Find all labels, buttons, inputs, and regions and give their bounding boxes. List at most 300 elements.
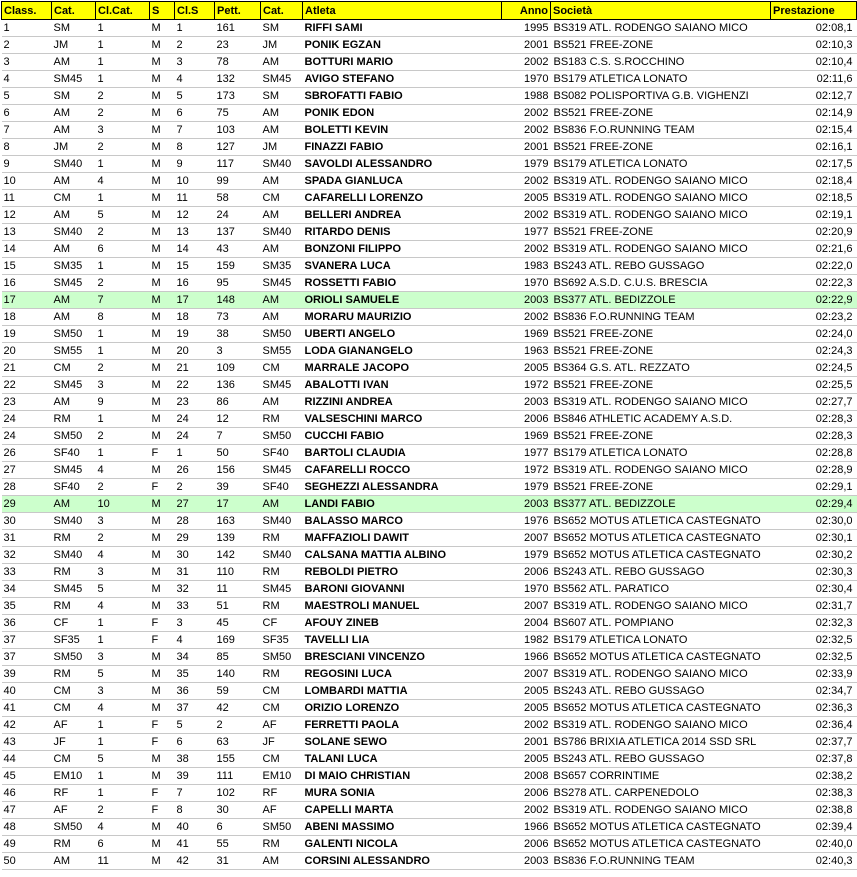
cell-cl-cat: 5 <box>96 207 150 224</box>
cell-pett: 6 <box>215 819 261 836</box>
cell-anno: 1970 <box>502 275 551 292</box>
cell-pett: 24 <box>215 207 261 224</box>
cell-cl-s: 26 <box>175 462 215 479</box>
cell-sex: M <box>150 71 175 88</box>
cell-cat: AM <box>52 394 96 411</box>
cell-anno: 1966 <box>502 649 551 666</box>
cell-cat-2: RF <box>261 785 303 802</box>
cell-atleta: PONIK EDON <box>303 105 502 122</box>
cell-anno: 2007 <box>502 666 551 683</box>
cell-cat: CM <box>52 683 96 700</box>
cell-cat-2: SM <box>261 88 303 105</box>
cell-cl-s: 12 <box>175 207 215 224</box>
table-row <box>2 649 857 666</box>
cell-anno: 2007 <box>502 598 551 615</box>
cell-class: 10 <box>2 173 52 190</box>
cell-cat: SM45 <box>52 581 96 598</box>
cell-societa: BS278 ATL. CARPENEDOLO <box>551 785 771 802</box>
cell-cat-2: SM45 <box>261 377 303 394</box>
cell-cl-cat: 5 <box>96 751 150 768</box>
cell-atleta: ABALOTTI IVAN <box>303 377 502 394</box>
cell-societa: BS521 FREE-ZONE <box>551 326 771 343</box>
cell-cl-s: 33 <box>175 598 215 615</box>
cell-anno: 1979 <box>502 479 551 496</box>
cell-atleta: MARRALE JACOPO <box>303 360 502 377</box>
cell-cat-2: SM50 <box>261 326 303 343</box>
cell-class: 47 <box>2 802 52 819</box>
cell-atleta: BONZONI FILIPPO <box>303 241 502 258</box>
cell-sex: M <box>150 513 175 530</box>
table-row <box>2 632 857 649</box>
cell-cl-s: 32 <box>175 581 215 598</box>
table-header <box>2 2 857 20</box>
cell-societa: BS319 ATL. RODENGO SAIANO MICO <box>551 598 771 615</box>
cell-cat-2: SM50 <box>261 649 303 666</box>
cell-cl-cat: 2 <box>96 224 150 241</box>
cell-sex: M <box>150 309 175 326</box>
cell-anno: 2002 <box>502 207 551 224</box>
cell-class: 41 <box>2 700 52 717</box>
cell-sex: F <box>150 479 175 496</box>
cell-anno: 2002 <box>502 241 551 258</box>
cell-cl-s: 15 <box>175 258 215 275</box>
cell-cat: CF <box>52 615 96 632</box>
cell-cl-s: 7 <box>175 122 215 139</box>
cell-prestazione: 02:14,9 <box>771 105 857 122</box>
cell-pett: 159 <box>215 258 261 275</box>
cell-societa: BS652 MOTUS ATLETICA CASTEGNATO <box>551 513 771 530</box>
cell-cat-2: AM <box>261 54 303 71</box>
cell-class: 33 <box>2 564 52 581</box>
header-class: Class. <box>2 2 52 20</box>
cell-cat: SM40 <box>52 547 96 564</box>
cell-cat-2: SM40 <box>261 224 303 241</box>
cell-cat: SM40 <box>52 156 96 173</box>
table-row <box>2 445 857 462</box>
cell-sex: M <box>150 496 175 513</box>
cell-cat-2: RM <box>261 411 303 428</box>
table-row <box>2 717 857 734</box>
cell-atleta: SOLANE SEWO <box>303 734 502 751</box>
header-cl-s: Cl.S <box>175 2 215 20</box>
cell-anno: 1970 <box>502 71 551 88</box>
header-atleta: Atleta <box>303 2 502 20</box>
cell-societa: BS836 F.O.RUNNING TEAM <box>551 853 771 870</box>
cell-class: 1 <box>2 20 52 37</box>
cell-cl-s: 24 <box>175 411 215 428</box>
cell-cat-2: RM <box>261 564 303 581</box>
cell-societa: BS319 ATL. RODENGO SAIANO MICO <box>551 666 771 683</box>
cell-cat-2: SF40 <box>261 445 303 462</box>
cell-anno: 2001 <box>502 37 551 54</box>
cell-societa: BS692 A.S.D. C.U.S. BRESCIA <box>551 275 771 292</box>
cell-prestazione: 02:30,2 <box>771 547 857 564</box>
cell-pett: 12 <box>215 411 261 428</box>
cell-cl-cat: 1 <box>96 71 150 88</box>
cell-cl-cat: 9 <box>96 394 150 411</box>
cell-prestazione: 02:29,1 <box>771 479 857 496</box>
cell-societa: BS377 ATL. BEDIZZOLE <box>551 292 771 309</box>
cell-cl-s: 24 <box>175 428 215 445</box>
table-row <box>2 54 857 71</box>
cell-sex: M <box>150 122 175 139</box>
table-row <box>2 700 857 717</box>
cell-cl-s: 17 <box>175 292 215 309</box>
cell-cat-2: RM <box>261 530 303 547</box>
cell-cat: SM45 <box>52 462 96 479</box>
cell-anno: 2005 <box>502 751 551 768</box>
table-row <box>2 224 857 241</box>
cell-prestazione: 02:16,1 <box>771 139 857 156</box>
cell-pett: 110 <box>215 564 261 581</box>
cell-societa: BS521 FREE-ZONE <box>551 105 771 122</box>
cell-cat: AM <box>52 54 96 71</box>
cell-class: 28 <box>2 479 52 496</box>
table-row <box>2 615 857 632</box>
cell-cat-2: SM55 <box>261 343 303 360</box>
cell-cl-cat: 2 <box>96 360 150 377</box>
cell-pett: 30 <box>215 802 261 819</box>
cell-prestazione: 02:10,4 <box>771 54 857 71</box>
table-row <box>2 411 857 428</box>
cell-cat: SM35 <box>52 258 96 275</box>
cell-atleta: SBROFATTI FABIO <box>303 88 502 105</box>
table-row <box>2 581 857 598</box>
cell-cl-cat: 8 <box>96 309 150 326</box>
cell-cat: EM10 <box>52 768 96 785</box>
cell-cl-cat: 4 <box>96 819 150 836</box>
cell-atleta: BRESCIANI VINCENZO <box>303 649 502 666</box>
cell-atleta: AFOUY ZINEB <box>303 615 502 632</box>
cell-prestazione: 02:38,3 <box>771 785 857 802</box>
table-row <box>2 683 857 700</box>
cell-prestazione: 02:30,3 <box>771 564 857 581</box>
cell-cl-s: 20 <box>175 343 215 360</box>
cell-atleta: MURA SONIA <box>303 785 502 802</box>
cell-sex: M <box>150 224 175 241</box>
cell-cl-s: 39 <box>175 768 215 785</box>
cell-prestazione: 02:30,1 <box>771 530 857 547</box>
cell-cl-cat: 4 <box>96 462 150 479</box>
cell-class: 46 <box>2 785 52 802</box>
cell-cl-s: 8 <box>175 139 215 156</box>
cell-societa: BS652 MOTUS ATLETICA CASTEGNATO <box>551 649 771 666</box>
table-row <box>2 241 857 258</box>
cell-cat: CM <box>52 190 96 207</box>
cell-cl-cat: 5 <box>96 666 150 683</box>
cell-prestazione: 02:12,7 <box>771 88 857 105</box>
cell-prestazione: 02:32,3 <box>771 615 857 632</box>
cell-class: 37 <box>2 649 52 666</box>
cell-pett: 45 <box>215 615 261 632</box>
cell-sex: M <box>150 598 175 615</box>
cell-cl-cat: 2 <box>96 428 150 445</box>
cell-cat: AF <box>52 717 96 734</box>
cell-cl-s: 14 <box>175 241 215 258</box>
cell-cl-s: 23 <box>175 394 215 411</box>
cell-cat: SM50 <box>52 819 96 836</box>
cell-cl-cat: 1 <box>96 326 150 343</box>
cell-cl-s: 41 <box>175 836 215 853</box>
cell-cl-s: 13 <box>175 224 215 241</box>
cell-pett: 58 <box>215 190 261 207</box>
cell-prestazione: 02:25,5 <box>771 377 857 394</box>
cell-sex: M <box>150 105 175 122</box>
cell-class: 24 <box>2 428 52 445</box>
cell-anno: 2002 <box>502 173 551 190</box>
cell-prestazione: 02:31,7 <box>771 598 857 615</box>
header-prestazione: Prestazione <box>771 2 857 20</box>
cell-atleta: BELLERI ANDREA <box>303 207 502 224</box>
cell-cl-s: 5 <box>175 717 215 734</box>
cell-atleta: TAVELLI LIA <box>303 632 502 649</box>
cell-cat: RM <box>52 564 96 581</box>
cell-anno: 1983 <box>502 258 551 275</box>
cell-cat-2: SM45 <box>261 71 303 88</box>
cell-atleta: LANDI FABIO <box>303 496 502 513</box>
cell-cl-s: 10 <box>175 173 215 190</box>
cell-cat-2: CF <box>261 615 303 632</box>
cell-class: 43 <box>2 734 52 751</box>
cell-cl-cat: 2 <box>96 530 150 547</box>
cell-cat-2: SM40 <box>261 513 303 530</box>
cell-cat-2: AM <box>261 309 303 326</box>
cell-sex: M <box>150 360 175 377</box>
cell-cl-cat: 1 <box>96 156 150 173</box>
cell-cat: CM <box>52 751 96 768</box>
cell-pett: 103 <box>215 122 261 139</box>
cell-cl-s: 22 <box>175 377 215 394</box>
cell-cl-s: 2 <box>175 479 215 496</box>
cell-cat-2: RM <box>261 836 303 853</box>
header-row <box>2 2 857 20</box>
cell-atleta: CAFARELLI LORENZO <box>303 190 502 207</box>
table-body <box>2 20 857 870</box>
cell-cat-2: CM <box>261 751 303 768</box>
cell-pett: 137 <box>215 224 261 241</box>
cell-class: 14 <box>2 241 52 258</box>
table-row <box>2 20 857 37</box>
cell-cat: CM <box>52 700 96 717</box>
cell-atleta: SAVOLDI ALESSANDRO <box>303 156 502 173</box>
cell-class: 29 <box>2 496 52 513</box>
header-cat: Cat. <box>52 2 96 20</box>
cell-prestazione: 02:36,4 <box>771 717 857 734</box>
cell-sex: M <box>150 54 175 71</box>
cell-cat-2: RM <box>261 666 303 683</box>
cell-prestazione: 02:28,3 <box>771 411 857 428</box>
table-row <box>2 428 857 445</box>
cell-cat: AM <box>52 122 96 139</box>
cell-prestazione: 02:21,6 <box>771 241 857 258</box>
cell-anno: 2002 <box>502 717 551 734</box>
cell-pett: 102 <box>215 785 261 802</box>
cell-atleta: SEGHEZZI ALESSANDRA <box>303 479 502 496</box>
cell-cl-s: 27 <box>175 496 215 513</box>
cell-societa: BS652 MOTUS ATLETICA CASTEGNATO <box>551 530 771 547</box>
cell-societa: BS521 FREE-ZONE <box>551 479 771 496</box>
cell-pett: 43 <box>215 241 261 258</box>
cell-sex: F <box>150 717 175 734</box>
cell-class: 17 <box>2 292 52 309</box>
cell-cat-2: AM <box>261 394 303 411</box>
cell-cat: AM <box>52 292 96 309</box>
table-row <box>2 513 857 530</box>
cell-pett: 17 <box>215 496 261 513</box>
cell-sex: M <box>150 241 175 258</box>
cell-prestazione: 02:38,2 <box>771 768 857 785</box>
table-row <box>2 88 857 105</box>
cell-sex: M <box>150 564 175 581</box>
cell-pett: 117 <box>215 156 261 173</box>
cell-class: 31 <box>2 530 52 547</box>
cell-sex: M <box>150 139 175 156</box>
cell-atleta: BARTOLI CLAUDIA <box>303 445 502 462</box>
cell-anno: 1966 <box>502 819 551 836</box>
cell-class: 37 <box>2 632 52 649</box>
cell-pett: 38 <box>215 326 261 343</box>
cell-cl-s: 11 <box>175 190 215 207</box>
cell-societa: BS319 ATL. RODENGO SAIANO MICO <box>551 173 771 190</box>
cell-pett: 73 <box>215 309 261 326</box>
cell-pett: 23 <box>215 37 261 54</box>
cell-anno: 1979 <box>502 156 551 173</box>
cell-prestazione: 02:33,9 <box>771 666 857 683</box>
cell-sex: M <box>150 428 175 445</box>
cell-class: 8 <box>2 139 52 156</box>
table-row <box>2 530 857 547</box>
cell-pett: 2 <box>215 717 261 734</box>
cell-anno: 2001 <box>502 734 551 751</box>
cell-societa: BS319 ATL. RODENGO SAIANO MICO <box>551 462 771 479</box>
cell-class: 32 <box>2 547 52 564</box>
cell-prestazione: 02:15,4 <box>771 122 857 139</box>
cell-prestazione: 02:37,8 <box>771 751 857 768</box>
cell-cl-cat: 4 <box>96 547 150 564</box>
cell-class: 45 <box>2 768 52 785</box>
cell-cl-s: 30 <box>175 547 215 564</box>
cell-cl-s: 1 <box>175 445 215 462</box>
cell-anno: 2005 <box>502 683 551 700</box>
cell-cl-cat: 6 <box>96 836 150 853</box>
table-row <box>2 598 857 615</box>
table-row <box>2 139 857 156</box>
cell-cat: AM <box>52 173 96 190</box>
cell-cl-cat: 3 <box>96 377 150 394</box>
cell-pett: 85 <box>215 649 261 666</box>
cell-atleta: PONIK EGZAN <box>303 37 502 54</box>
cell-cat-2: CM <box>261 700 303 717</box>
cell-atleta: FINAZZI FABIO <box>303 139 502 156</box>
cell-sex: M <box>150 819 175 836</box>
cell-societa: BS652 MOTUS ATLETICA CASTEGNATO <box>551 836 771 853</box>
cell-cat: SF35 <box>52 632 96 649</box>
cell-societa: BS319 ATL. RODENGO SAIANO MICO <box>551 394 771 411</box>
cell-anno: 1976 <box>502 513 551 530</box>
table-row <box>2 360 857 377</box>
cell-cl-cat: 2 <box>96 105 150 122</box>
cell-pett: 111 <box>215 768 261 785</box>
cell-cat: SM45 <box>52 377 96 394</box>
cell-pett: 109 <box>215 360 261 377</box>
header-anno: Anno <box>502 2 551 20</box>
cell-atleta: AVIGO STEFANO <box>303 71 502 88</box>
cell-cat: SM45 <box>52 71 96 88</box>
cell-atleta: BOLETTI KEVIN <box>303 122 502 139</box>
header-cat-2: Cat. <box>261 2 303 20</box>
cell-cat-2: AM <box>261 122 303 139</box>
table-row <box>2 122 857 139</box>
cell-pett: 86 <box>215 394 261 411</box>
cell-prestazione: 02:23,2 <box>771 309 857 326</box>
table-row <box>2 496 857 513</box>
cell-prestazione: 02:24,0 <box>771 326 857 343</box>
cell-class: 9 <box>2 156 52 173</box>
cell-anno: 1995 <box>502 20 551 37</box>
table-row <box>2 71 857 88</box>
cell-anno: 2008 <box>502 768 551 785</box>
cell-pett: 3 <box>215 343 261 360</box>
cell-pett: 156 <box>215 462 261 479</box>
cell-prestazione: 02:32,5 <box>771 632 857 649</box>
cell-anno: 2006 <box>502 564 551 581</box>
cell-societa: BS836 F.O.RUNNING TEAM <box>551 309 771 326</box>
cell-anno: 2002 <box>502 122 551 139</box>
cell-anno: 2003 <box>502 496 551 513</box>
cell-cl-s: 18 <box>175 309 215 326</box>
cell-cat-2: JF <box>261 734 303 751</box>
cell-prestazione: 02:28,3 <box>771 428 857 445</box>
cell-cat: JM <box>52 139 96 156</box>
cell-cl-s: 4 <box>175 632 215 649</box>
cell-atleta: CAPELLI MARTA <box>303 802 502 819</box>
cell-cat: SM40 <box>52 513 96 530</box>
cell-cat: RM <box>52 666 96 683</box>
cell-societa: BS319 ATL. RODENGO SAIANO MICO <box>551 241 771 258</box>
table-row <box>2 547 857 564</box>
cell-cat: SM40 <box>52 224 96 241</box>
cell-cat: SM50 <box>52 649 96 666</box>
cell-class: 13 <box>2 224 52 241</box>
cell-cat: SM <box>52 20 96 37</box>
cell-class: 12 <box>2 207 52 224</box>
cell-class: 2 <box>2 37 52 54</box>
cell-societa: BS319 ATL. RODENGO SAIANO MICO <box>551 207 771 224</box>
cell-societa: BS319 ATL. RODENGO SAIANO MICO <box>551 802 771 819</box>
table-row <box>2 156 857 173</box>
cell-atleta: SPADA GIANLUCA <box>303 173 502 190</box>
cell-class: 18 <box>2 309 52 326</box>
cell-sex: M <box>150 462 175 479</box>
cell-cat: AM <box>52 309 96 326</box>
cell-sex: M <box>150 292 175 309</box>
table-row <box>2 105 857 122</box>
table-row <box>2 734 857 751</box>
cell-anno: 2004 <box>502 615 551 632</box>
cell-cat-2: SF35 <box>261 632 303 649</box>
cell-societa: BS786 BRIXIA ATLETICA 2014 SSD SRL <box>551 734 771 751</box>
cell-anno: 2003 <box>502 292 551 309</box>
cell-societa: BS243 ATL. REBO GUSSAGO <box>551 751 771 768</box>
cell-cl-cat: 1 <box>96 632 150 649</box>
table-row <box>2 173 857 190</box>
cell-sex: M <box>150 683 175 700</box>
cell-cat-2: AM <box>261 496 303 513</box>
cell-atleta: LOMBARDI MATTIA <box>303 683 502 700</box>
cell-anno: 1977 <box>502 445 551 462</box>
cell-atleta: CORSINI ALESSANDRO <box>303 853 502 870</box>
cell-cl-cat: 4 <box>96 173 150 190</box>
